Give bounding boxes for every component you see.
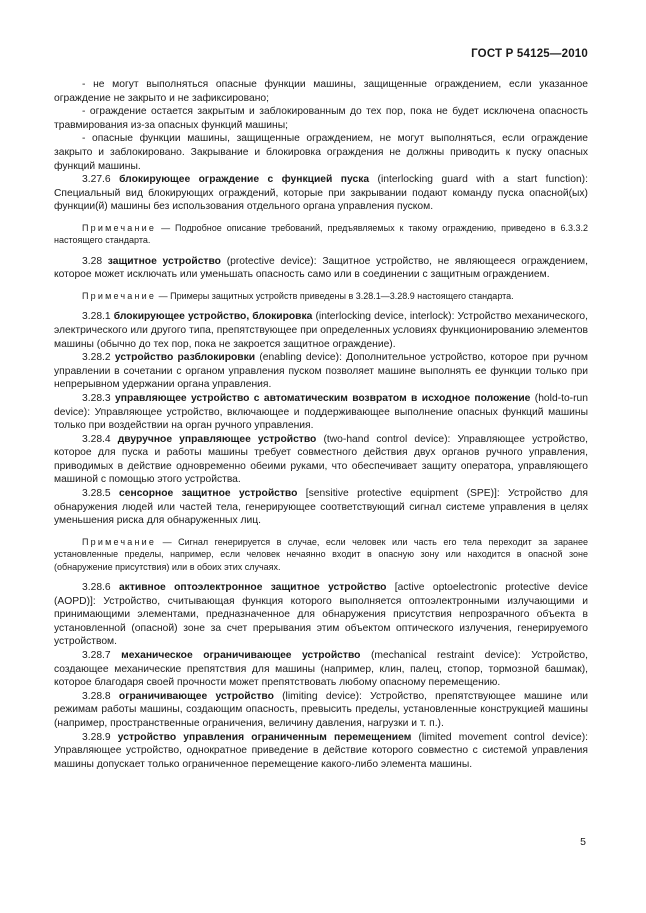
definition-3-28-5: 3.28.5 сенсорное защитное устройство [sensitive protective equipment (SPE)]: Устройство для обнаружения людей или частей тела, генерирующее соответствующий сигнал системе управления в целях уменьшения риска для обнаруженных лиц. <box>54 488 588 527</box>
definition-3-28-2: 3.28.2 устройство разблокировки (enabling device): Дополнительное устройство, которое при ручном управлении в сочетании с органом управления пуском позволяет машине выполнять ее функции только при непрерывном удержании органа управления. <box>54 352 588 391</box>
term: двуручное управляющее устройство <box>117 433 317 445</box>
term: активное оптоэлектронное защитное устройство <box>118 582 387 594</box>
definition-3-28-4: 3.28.4 двуручное управляющее устройство (two-hand control device): Управляющее устройство, которое для пуска и работы машины требует совместного действия двух органов ручного управления, приводимых в действие одновременно обеими руками, что обеспечивает защиту оператора, управляющего машиной с помощью этого устройства. <box>54 433 588 486</box>
term: защитное устройство <box>107 255 221 267</box>
term: сенсорное защитное устройство <box>119 488 298 500</box>
note: Примечание — Сигнал генерируется в случае, если человек или часть его тела переходит за заранее установленные пределы, например, если человек нечаянно входит в опасную зону или находится в опасной зоне (обнаружение присутствия) или в обоих этих случаях. <box>54 536 588 572</box>
definition-3-28-8: 3.28.8 ограничивающее устройство (limiting device): Устройство, препятствующее машине или режимам работы машины, создающим опасность, превысить пределы, установленные конструкцией машины (например, пространственные ограничения, величину давления, нагрузки и т. п.). <box>54 690 588 729</box>
list-item: - опасные функции машины, защищенные ограждением, не могут выполняться, если ограждение закрыто и заблокировано. Закрывание и блокировка ограждения не должны приводить к пуску опасных функций машины. <box>54 133 588 172</box>
document-header: ГОСТ Р 54125—2010 <box>471 48 588 60</box>
list-item: - не могут выполняться опасные функции машины, защищенные ограждением, если указанное ограждение не закрыто и не зафиксировано; <box>54 79 588 104</box>
definition-3-27-6: 3.27.6 блокирующее ограждение с функцией пуска (interlocking guard with a start function): Специальный вид блокирующих ограждений, которые при закрывании подают команду пуска опасной(ых) функции(й) машины без использования отдельного органа управления пуском. <box>54 174 588 213</box>
definition-3-28-3: 3.28.3 управляющее устройство с автоматическим возвратом в исходное положение (hold-to-run device): Управляющее устройство, включающее и поддерживающее выполнение опасных функций машины только при воздействии на орган ручного управления. <box>54 392 588 432</box>
term: ограничивающее устройство <box>118 690 274 702</box>
definition-3-28-1: 3.28.1 блокирующее устройство, блокировка (interlocking device, interlock): Устройство механического, электрического или другого типа, препятствующее при определенных условиях функционированию элементов машины (обычно до тех пор, пока не закроется защитное ограждение). <box>54 311 589 350</box>
definition-3-28-9: 3.28.9 устройство управления ограниченным перемещением (limited movement control device): Управляющее устройство, однократное приведение в действие которого совместно с системой управления машины допускает только ограниченное перемещение какого-либо элемента машины. <box>54 731 588 770</box>
document-body <box>54 78 588 771</box>
page-number: 5 <box>580 836 586 848</box>
term: блокирующее ограждение с функцией пуска <box>119 174 370 186</box>
term: блокирующее устройство, блокировка <box>113 311 313 323</box>
term: устройство разблокировки <box>114 352 256 364</box>
term: механическое ограничивающее устройство <box>121 650 361 662</box>
definition-3-28-6: 3.28.6 активное оптоэлектронное защитное устройство [active optoelectronic protective device (AOPD)]: Устройство, считывающая функция которого выполняется оптоэлектронными излучающими и принимающими элементами, предназначенное для обнаружения присутствия непрозрачного объекта в установленной (опасной) зоне за счет прерывания этим объектом оптического излучения, генерируемого устройством. <box>54 582 588 648</box>
note: Примечание — Примеры защитных устройств приведены в 3.28.1—3.28.9 настоящего стандарта. <box>82 290 514 301</box>
list-item: - ограждение остается закрытым и заблокированным до тех пор, пока не будет исключена опасность травмирования из-за опасных функций машины; <box>54 106 588 131</box>
note: Примечание — Подробное описание требований, предъявляемых к такому ограждению, приведено в 6.3.3.2 настоящего стандарта. <box>54 222 588 246</box>
definition-3-28-7: 3.28.7 механическое ограничивающее устройство (mechanical restraint device): Устройство, создающее механические препятствия для машины (например, клин, палец, стопор, тормозной башмак), которое благодаря своей прочности может препятствовать любому опасному перемещению. <box>54 650 588 689</box>
definition-3-28: 3.28 защитное устройство (protective device): Защитное устройство, не являющееся ограждением, которое может исключать или уменьшать опасность само или в соединении с защитным ограждением. <box>54 255 588 281</box>
term: устройство управления ограниченным перемещением <box>117 731 412 743</box>
term: управляющее устройство с автоматическим возвратом в исходное положение <box>115 392 531 404</box>
